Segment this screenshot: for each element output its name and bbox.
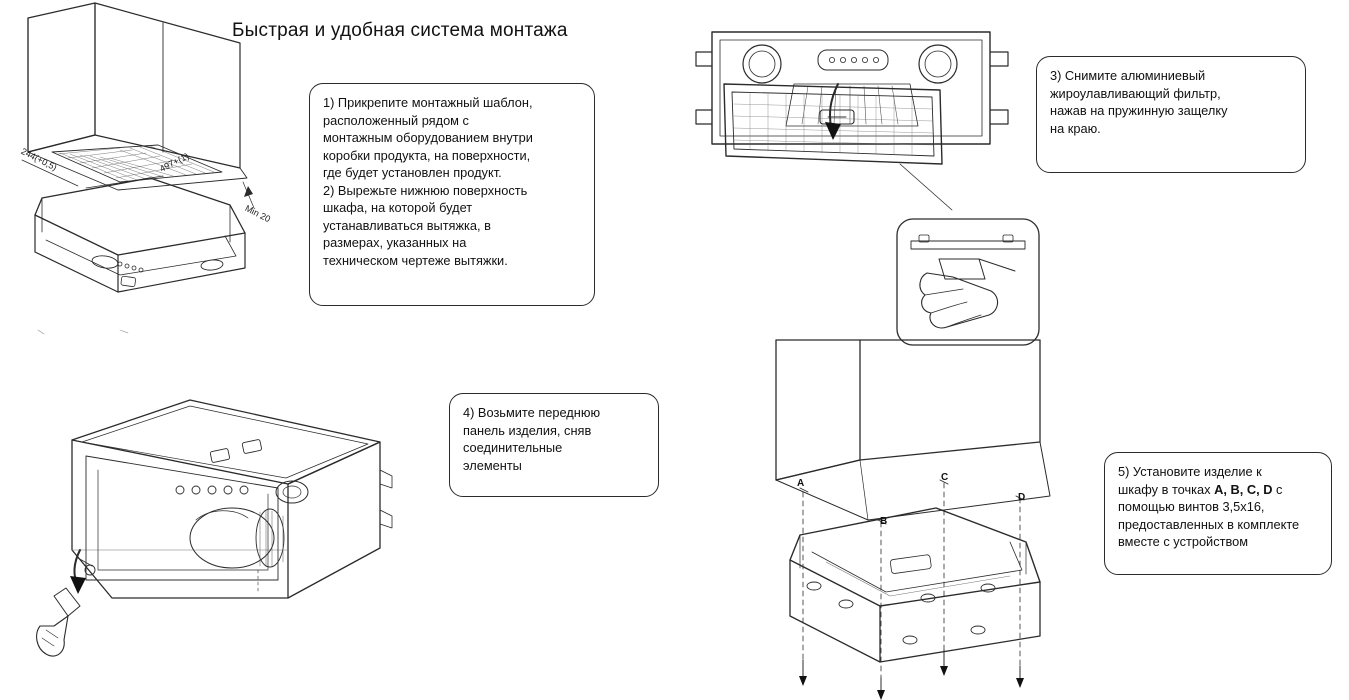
- callout-line: 5) Установите изделие к: [1118, 464, 1262, 479]
- figure-5-mounting-to-cabinet: [740, 330, 1110, 700]
- callout-line: расположенный рядом с: [323, 112, 469, 128]
- figure-4-front-panel-removal: [20, 380, 420, 680]
- figure-2-filter-removal: [690, 14, 1040, 239]
- callout-line: шкафу в точках A, B, C, D с: [1118, 481, 1283, 497]
- callout-line: коробки продукта, на поверхности,: [323, 147, 531, 163]
- callout-step-1-2: [309, 83, 595, 306]
- callout-line: нажав на пружинную защелку: [1050, 103, 1228, 119]
- page-title: Быстрая и удобная система монтажа: [232, 20, 568, 41]
- figure-1-cabinet-installation: [0, 0, 330, 350]
- callout-line: жироулавливающий фильтр,: [1050, 85, 1221, 101]
- callout-line: шкафа, на которой будет: [323, 200, 473, 216]
- callout-step-4: [449, 393, 659, 497]
- mount-point-label-b: B: [880, 516, 888, 527]
- callout-line: размерах, указанных на: [323, 235, 467, 251]
- callout-line: панель изделия, сняв: [463, 422, 592, 438]
- callout-line: помощью винтов 3,5х16,: [1118, 499, 1265, 515]
- mount-point-label-a: A: [797, 478, 805, 489]
- callout-step-5: [1104, 452, 1332, 575]
- callout-line: на краю.: [1050, 120, 1101, 136]
- callout-line: монтажным оборудованием внутри: [323, 130, 533, 146]
- mount-point-label-c: C: [941, 472, 949, 483]
- callout-line: 2) Вырежьте нижнюю поверхность: [323, 182, 528, 198]
- callout-line: вместе с устройством: [1118, 534, 1249, 550]
- mount-point-label-d: D: [1018, 492, 1026, 503]
- callout-line: предоставленных в комплекте: [1118, 516, 1300, 532]
- dimension-label-depth: 497+(1): [158, 150, 191, 174]
- callout-line: 3) Снимите алюминиевый: [1050, 68, 1206, 83]
- callout-line: соединительные: [463, 440, 563, 456]
- callout-line: 1) Прикрепите монтажный шаблон,: [323, 95, 533, 110]
- callout-line: где будет установлен продукт.: [323, 165, 502, 181]
- dimension-label-width: 244(+0,5): [19, 146, 59, 173]
- callout-line: техническом чертеже вытяжки.: [323, 252, 508, 268]
- callout-step-3: [1036, 56, 1306, 173]
- callout-line: 4) Возьмите переднюю: [463, 405, 601, 420]
- callout-line-with-points: [1118, 481, 1319, 499]
- callout-line: элементы: [463, 457, 522, 473]
- callout-line: устанавливаться вытяжка, в: [323, 217, 491, 233]
- dimension-label-min: Min 20: [243, 203, 273, 225]
- figure-2b-latch-hand-detail: [893, 215, 1043, 350]
